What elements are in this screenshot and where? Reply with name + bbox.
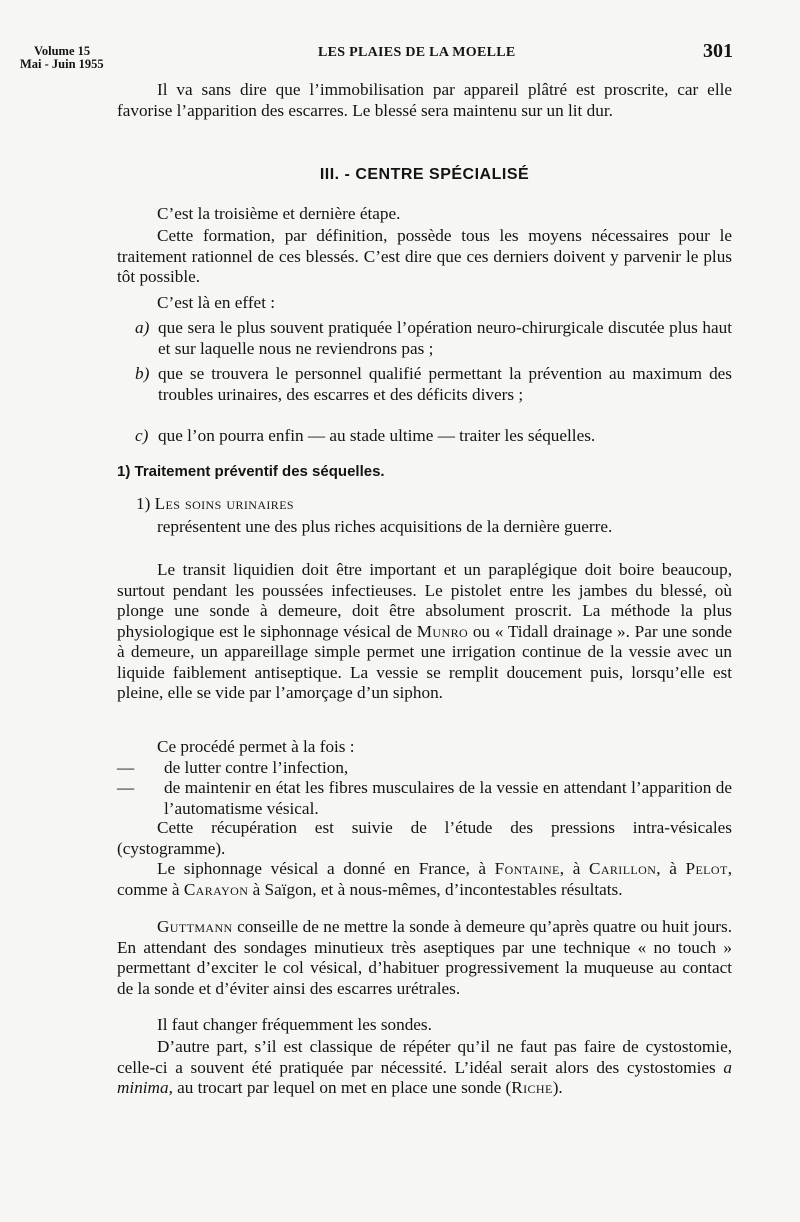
author-name: Pelot <box>685 859 728 878</box>
sub-number: 1) <box>136 494 151 513</box>
list-item-b <box>117 364 732 405</box>
paragraph-effet: C’est là en effet : <box>157 293 276 312</box>
author-name: Carillon <box>588 859 657 878</box>
paragraph-changer: Il faut changer fréquemment les sondes. <box>157 1015 432 1034</box>
paragraph-etape: C’est la troisième et dernière étape. <box>157 204 401 223</box>
author-name: Riche <box>511 1078 553 1097</box>
paragraph-formation: Cette formation, par définition, possède tous les moyens nécessaires pour le traitement rationnel de ces blessés. C’est dire que ces derniers doivent y parvenir le plus tôt possible. <box>117 226 732 286</box>
author-name: Munro <box>416 621 469 641</box>
list-item-c <box>117 426 732 447</box>
dash-item-2 <box>117 778 732 819</box>
paragraph-procede: Ce procédé permet à la fois : <box>157 737 355 756</box>
running-title: LES PLAIES DE LA MOELLE <box>318 45 516 60</box>
sub-title: Les soins urinaires <box>154 494 294 513</box>
volume-number: Volume 15 <box>34 44 91 58</box>
paragraph-intro: Il va sans dire que l’immobilisation par appareil plâtré est proscrite, car elle favorise l’apparition des escarres. Le blessé sera maintenu sur un lit dur. <box>117 80 732 120</box>
paragraph-siphonnage: Le siphonnage vésical a donné en France, à Fontaine, à Carillon, à Pelot, comme à Carayon à Saïgon, et à nous-mêmes, d’incontestables résultats. <box>117 859 732 899</box>
author-name: Fontaine <box>494 859 560 878</box>
dash-text: de lutter contre l’infection, <box>164 758 349 777</box>
list-text: que sera le plus souvent pratiquée l’opération neuro-chirurgicale discutée plus haut et sur laquelle nous ne reviendrons pas ; <box>158 318 732 358</box>
list-item-a <box>117 318 732 359</box>
paragraph-transit: Le transit liquidien doit être important et un paraplégique doit boire beaucoup, surtout pendant les poussées infectieuses. Le pistolet entre les jambes du blessé, où plonge une sonde à demeure, doit être absolument proscrit. La méthode la plus physiologique est le siphonnage vésical de Munro ou « Tidall drainage ». Par une sonde à demeure, un appareillage simple permet une irrigation continue de la vessie avec un liquide faiblement antiseptique. La vessie se remplit doucement puis, lorsqu’elle est pleine, elle se vide par l’amorçage d’un siphon. <box>117 560 733 702</box>
volume-info <box>20 45 104 71</box>
subsection-heading: 1) Traitement préventif des séquelles. <box>117 463 385 480</box>
issue-date: Mai - Juin 1955 <box>20 57 104 71</box>
list-label: b) <box>135 364 150 383</box>
page-number: 301 <box>703 40 733 62</box>
list-text: que l’on pourra enfin — au stade ultime — traiter les séquelles. <box>158 426 596 445</box>
dash-text: de maintenir en état les fibres musculaires de la vessie en attendant l’apparition de l’automatisme vésical. <box>164 778 732 818</box>
paragraph-guttmann: Guttmann conseille de ne mettre la sonde à demeure qu’après quatre ou huit jours. En attendant des sondages minutieux très aseptiques par une technique « no touch » permettant d’exciter le col vésical, d’habituer progressivement la muqueuse au contact de la sonde et d’éviter ainsi des escarres urétrales. <box>117 917 733 998</box>
section-title: III. - CENTRE SPÉCIALISÉ <box>319 166 530 183</box>
dash-mark: — <box>117 778 135 797</box>
dash-mark: — <box>117 758 135 777</box>
paragraph-recuperation: Cette récupération est suivie de l’étude des pressions intra-vésicales (cystogramme). <box>117 818 732 858</box>
list-label: c) <box>135 426 149 445</box>
list-text: que se trouvera le personnel qualifié permettant la prévention au maximum des troubles urinaires, des escarres et des déficits divers ; <box>158 364 732 404</box>
list-label: a) <box>135 318 150 337</box>
author-name: Carayon <box>183 879 249 899</box>
paragraph-representent: représentent une des plus riches acquisitions de la dernière guerre. <box>157 517 613 536</box>
author-name: Guttmann <box>157 917 233 936</box>
latin-phrase: a minima, <box>117 1057 732 1097</box>
paragraph-autre-part: D’autre part, s’il est classique de répéter qu’il ne faut pas faire de cystostomie, celle-ci a souvent été pratiquée par nécessité. L’idéal serait alors des cystostomies a minima, au trocart par lequel on met en place une sonde (Riche). <box>117 1037 732 1097</box>
dash-item-1 <box>117 758 732 779</box>
sub-heading-soins <box>117 494 732 515</box>
